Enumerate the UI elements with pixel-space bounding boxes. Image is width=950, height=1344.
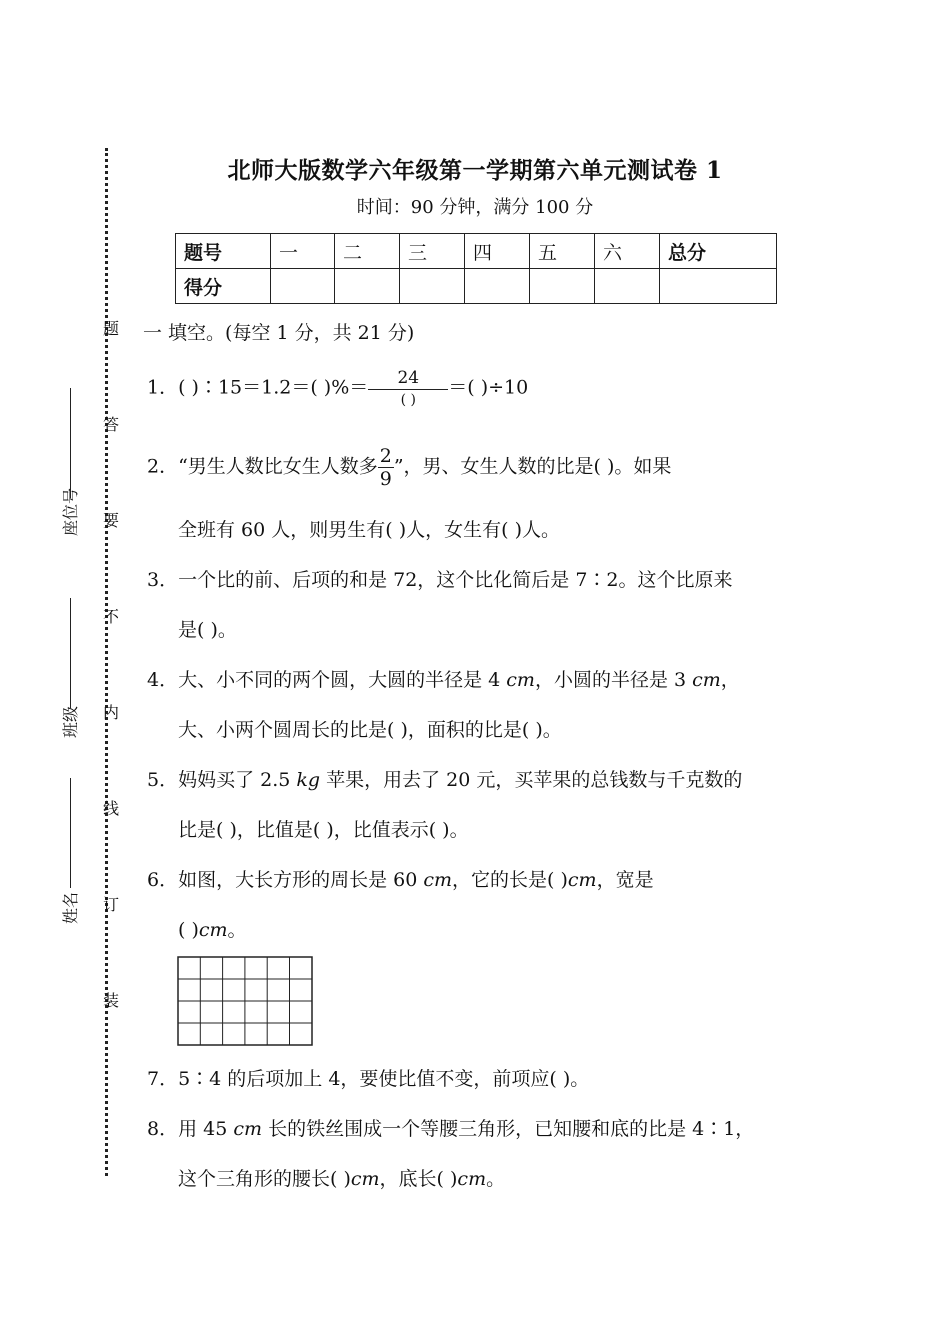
q1-part-b: ＝( )÷10 [448, 376, 529, 399]
question-7: 7．5∶4 的后项加上 4，要使比值不变，前项应( )。 [147, 1068, 590, 1090]
seat-label: 座位号 [61, 488, 80, 537]
score-cell[interactable] [465, 269, 530, 304]
q2-denominator: 9 [379, 468, 392, 490]
name-label: 姓名 [61, 892, 80, 925]
question-1 [147, 367, 528, 410]
score-cell[interactable] [660, 269, 777, 304]
binding-char: 答 [102, 415, 119, 434]
q6-line2-b: 。 [227, 919, 247, 941]
q4-unit-2: cm [692, 669, 721, 691]
class-fill-line[interactable] [70, 598, 71, 708]
question-3: 3．一个比的前、后项的和是 72，这个比化简后是 7∶2。这个比原来 [147, 569, 733, 591]
page-subtitle: 时间：90 分钟，满分 100 分 [356, 197, 594, 218]
question-8 [147, 1116, 754, 1142]
score-cell[interactable] [400, 269, 465, 304]
score-table [175, 233, 777, 304]
q1-denominator: ( ) [400, 392, 416, 408]
question-4 [147, 667, 740, 693]
question-5-line-2: 比是( )，比值是( )，比值表示( )。 [178, 819, 469, 841]
binding-char: 题 [102, 319, 119, 338]
question-3-line-2: 是( )。 [178, 619, 237, 641]
q4-unit-1: cm [506, 669, 535, 691]
q6-unit-2: cm [567, 869, 597, 891]
q5-unit: kg [296, 769, 321, 791]
q6-line2-unit: cm [198, 919, 228, 941]
q6-unit-1: cm [423, 869, 453, 891]
q6-part-a: 6．如图，大长方形的周长是 60 [147, 869, 424, 891]
q6-part-c: ，宽是 [596, 869, 654, 891]
q4-part-a: 4．大、小不同的两个圆，大圆的半径是 4 [147, 669, 507, 691]
question-6-line-2 [178, 917, 247, 943]
binding-char: 线 [102, 799, 119, 818]
rectangle-grid-figure [177, 956, 315, 1048]
q8-line2-unit-1: cm [350, 1168, 380, 1190]
binding-char: 订 [102, 895, 119, 914]
q8-line2-a: 这个三角形的腰长( ) [178, 1168, 351, 1190]
name-fill-line[interactable] [70, 778, 71, 888]
q1-part-a: 1．( )∶15＝1.2＝( )%＝ [147, 376, 369, 399]
question-2-line-2: 全班有 60 人，则男生有( )人，女生有( )人。 [178, 519, 560, 541]
table-cell: 题号 [176, 234, 271, 269]
q8-line2-b: ，底长( ) [379, 1168, 458, 1190]
binding-char: 装 [102, 991, 119, 1010]
score-cell[interactable] [530, 269, 595, 304]
q5-part-a: 5．妈妈买了 2.5 [147, 769, 297, 791]
table-cell: 得分 [176, 269, 271, 304]
q8-line2-unit-2: cm [457, 1168, 487, 1190]
q1-numerator: 24 [368, 367, 448, 390]
q4-part-c: ， [720, 669, 740, 691]
q1-fraction [368, 367, 448, 410]
score-cell[interactable] [335, 269, 400, 304]
question-8-line-2 [178, 1166, 505, 1192]
table-cell: 一 [271, 234, 335, 269]
section-heading: 一 填空。(每空 1 分，共 21 分) [143, 322, 415, 344]
page-title: 北师大版数学六年级第一学期第六单元测试卷 1 [227, 157, 723, 184]
q5-part-b: 苹果，用去了 20 元，买苹果的总钱数与千克数的 [320, 769, 743, 791]
q4-part-b: ，小圆的半径是 3 [534, 669, 693, 691]
table-cell: 五 [530, 234, 595, 269]
q8-unit: cm [233, 1118, 263, 1140]
q8-part-a: 8．用 45 [147, 1118, 234, 1140]
q6-part-b: ，它的长是( ) [452, 869, 568, 891]
table-cell: 总分 [660, 234, 777, 269]
binding-dotted-line [105, 148, 108, 1176]
q8-line2-c: 。 [486, 1168, 506, 1190]
binding-char: 不 [102, 607, 119, 626]
score-table-header-row [176, 234, 777, 269]
question-2 [147, 445, 671, 490]
q8-part-b: 长的铁丝围成一个等腰三角形，已知腰和底的比是 4∶1， [262, 1118, 755, 1140]
binding-char: 内 [102, 703, 119, 722]
q6-line2-a: ( ) [178, 919, 199, 941]
question-5 [147, 767, 742, 793]
question-4-line-2: 大、小两个圆周长的比是( )，面积的比是( )。 [178, 719, 562, 741]
q2-numerator: 2 [379, 445, 392, 467]
q2-fraction [378, 445, 394, 490]
q2-part-b: ”，男、女生人数的比是( )。如果 [393, 455, 672, 478]
class-label: 班级 [61, 706, 80, 739]
score-cell[interactable] [271, 269, 335, 304]
table-cell: 三 [400, 234, 465, 269]
table-cell: 四 [465, 234, 530, 269]
score-table-score-row [176, 269, 777, 304]
table-cell: 二 [335, 234, 400, 269]
q2-part-a: 2．“男生人数比女生人数多 [147, 455, 378, 478]
question-6 [147, 867, 654, 893]
binding-char: 要 [102, 511, 119, 530]
seat-fill-line[interactable] [70, 388, 71, 498]
score-cell[interactable] [595, 269, 660, 304]
table-cell: 六 [595, 234, 660, 269]
